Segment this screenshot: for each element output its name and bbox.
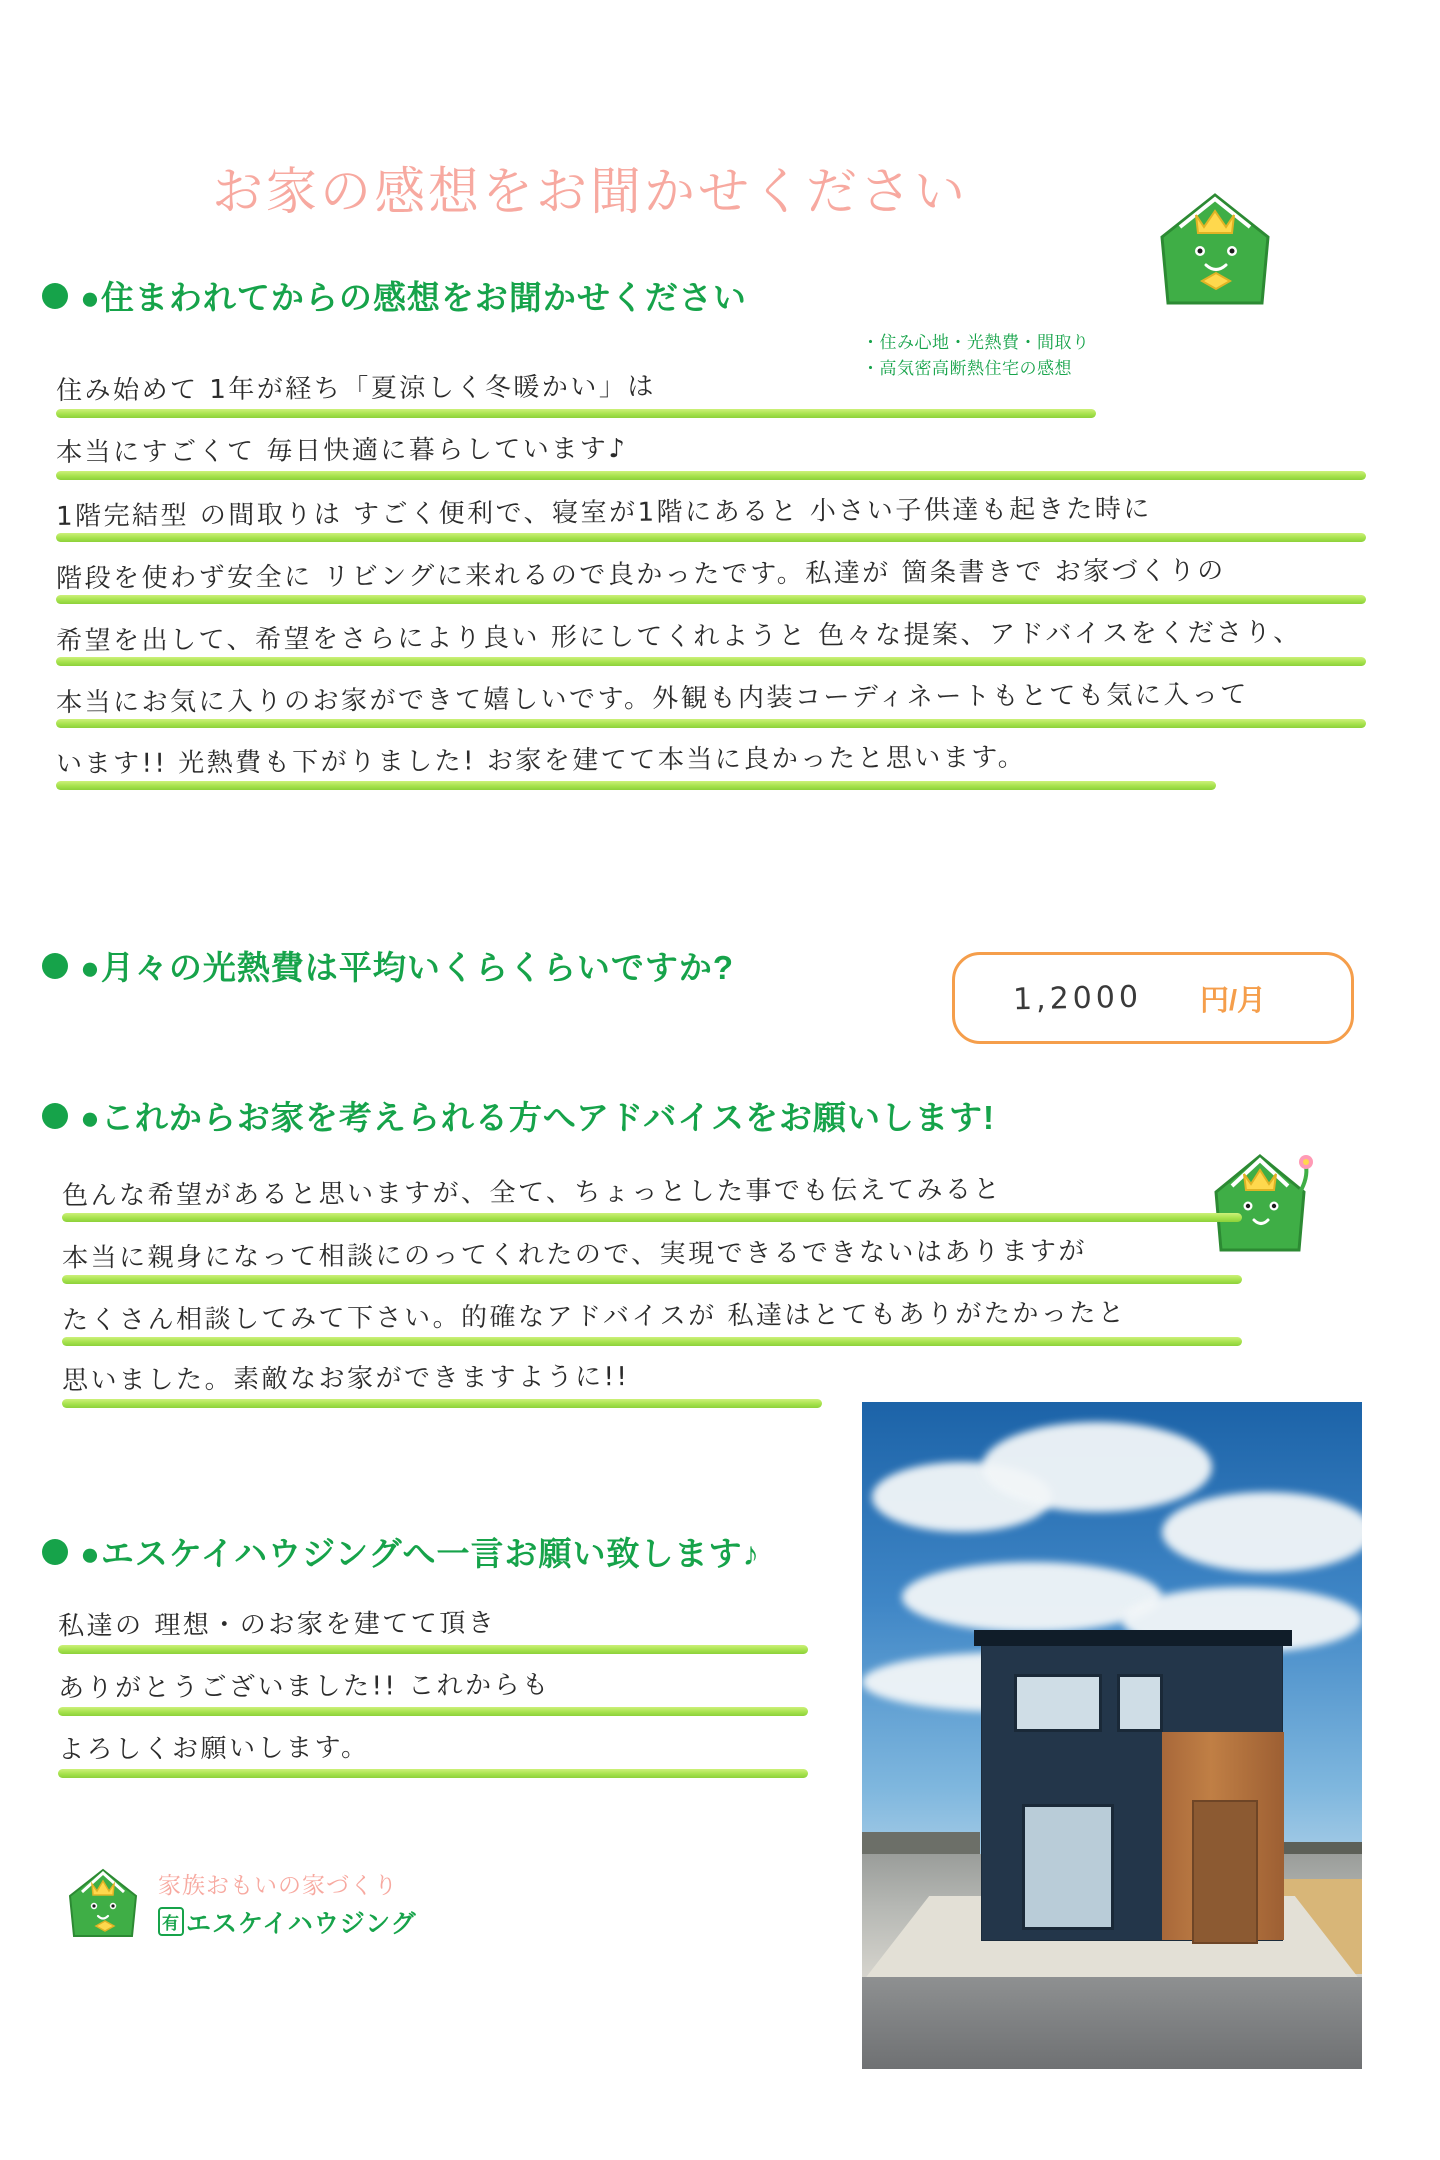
- hand-text: たくさん相談してみて下さい。的確なアドバイスが 私達はとてもありがたかったと: [61, 1298, 1127, 1336]
- underline-rule: [58, 1707, 808, 1716]
- note-line-2: ・高気密高断熱住宅の感想: [862, 359, 1072, 379]
- house-mascot-icon: [1150, 185, 1280, 315]
- underline-rule: [56, 781, 1216, 790]
- underline-rule: [58, 1645, 808, 1654]
- underline-rule: [56, 595, 1366, 604]
- underline-rule: [62, 1399, 822, 1408]
- underline-rule: [58, 1769, 808, 1778]
- hand-text: 私達の 理想・のお家を建てて頂き: [57, 1608, 497, 1642]
- heading-text: ●住まわれてからの感想をお聞かせください: [80, 279, 747, 316]
- underline-rule: [56, 409, 1096, 418]
- underline-rule: [62, 1337, 1242, 1346]
- hand-text: 本当にお気に入りのお家ができて嬉しいです。外観も内装コーディネートもとても気に入って: [55, 679, 1249, 719]
- company-name: エスケイハウジング: [186, 1909, 417, 1938]
- photo-cloud: [1162, 1492, 1362, 1572]
- hand-text: 1階完結型 の間取りは すごく便利で、寝室が1階にあると 小さい子供達も起きた時に: [55, 494, 1152, 532]
- section-heading-advice: [42, 1092, 995, 1139]
- utility-cost-unit: 円/月: [1199, 984, 1267, 1017]
- hand-text: 希望を出して、希望をさらにより良い 形にしてくれようと 色々な提案、アドバイスをくださり、: [55, 617, 1302, 657]
- note-line-1: ・住み心地・光熱費・間取り: [862, 333, 1090, 352]
- section-heading-impressions: [42, 272, 747, 319]
- section-heading-message: [42, 1528, 760, 1575]
- company-name-row: [158, 1904, 417, 1940]
- underline-rule: [62, 1275, 1242, 1284]
- hand-text: 階段を使わず安全に リビングに来れるので良かったです。私達が 箇条書きで お家づくりの: [55, 555, 1226, 595]
- company-tagline: 家族おもいの家づくり: [158, 1871, 398, 1898]
- section-heading-utility-cost: [42, 942, 734, 989]
- house-logo-icon: [62, 1862, 144, 1944]
- company-logo: [62, 1862, 417, 1944]
- hand-text: 住み始めて 1年が経ち「夏涼しく冬暖かい」は: [55, 371, 656, 407]
- house-mascot-waving-icon: [1200, 1142, 1320, 1262]
- underline-rule: [62, 1213, 1242, 1222]
- utility-cost-field[interactable]: [952, 952, 1354, 1044]
- hand-text: 本当に親身になって相談にのってくれたので、実現できるできないはありますが: [61, 1236, 1088, 1274]
- company-mark: 有: [158, 1907, 184, 1936]
- page-title: お家の感想をお聞かせください: [211, 163, 968, 220]
- underline-rule: [56, 533, 1366, 542]
- hand-text: 思いました。素敵なお家ができますように!!: [61, 1362, 630, 1396]
- hand-text: 色んな希望があると思いますが、全て、ちょっとした事でも伝えてみると: [61, 1174, 1003, 1212]
- photo-window: [1117, 1674, 1163, 1732]
- hand-text: ありがとうございました!! これからも: [57, 1670, 551, 1704]
- underline-rule: [56, 471, 1366, 480]
- underline-rule: [56, 719, 1366, 728]
- photo-road: [862, 1977, 1362, 2069]
- company-text: [158, 1867, 417, 1940]
- utility-cost-value: 1,2000: [1012, 979, 1143, 1017]
- hand-text: 本当にすごくて 毎日快適に暮らしています♪: [55, 434, 628, 468]
- heading-text: ●エスケイハウジングへ一言お願い致します♪: [80, 1535, 760, 1572]
- house-exterior-photo: [862, 1402, 1362, 2069]
- heading-text: ●これからお家を考えられる方へアドバイスをお願いします!: [80, 1099, 995, 1136]
- heading-text: ●月々の光熱費は平均いくらくらいですか?: [80, 949, 735, 986]
- section-note: [862, 330, 1090, 383]
- photo-house-roof: [974, 1630, 1292, 1646]
- photo-entrance-door: [1192, 1800, 1258, 1944]
- photo-window: [1014, 1674, 1102, 1732]
- hand-text: よろしくお願いします。: [57, 1732, 370, 1766]
- photo-window: [1022, 1804, 1114, 1930]
- photo-cloud: [982, 1422, 1212, 1512]
- underline-rule: [56, 657, 1366, 666]
- hand-text: います!! 光熱費も下がりました! お家を建てて本当に良かったと思います。: [55, 742, 1027, 780]
